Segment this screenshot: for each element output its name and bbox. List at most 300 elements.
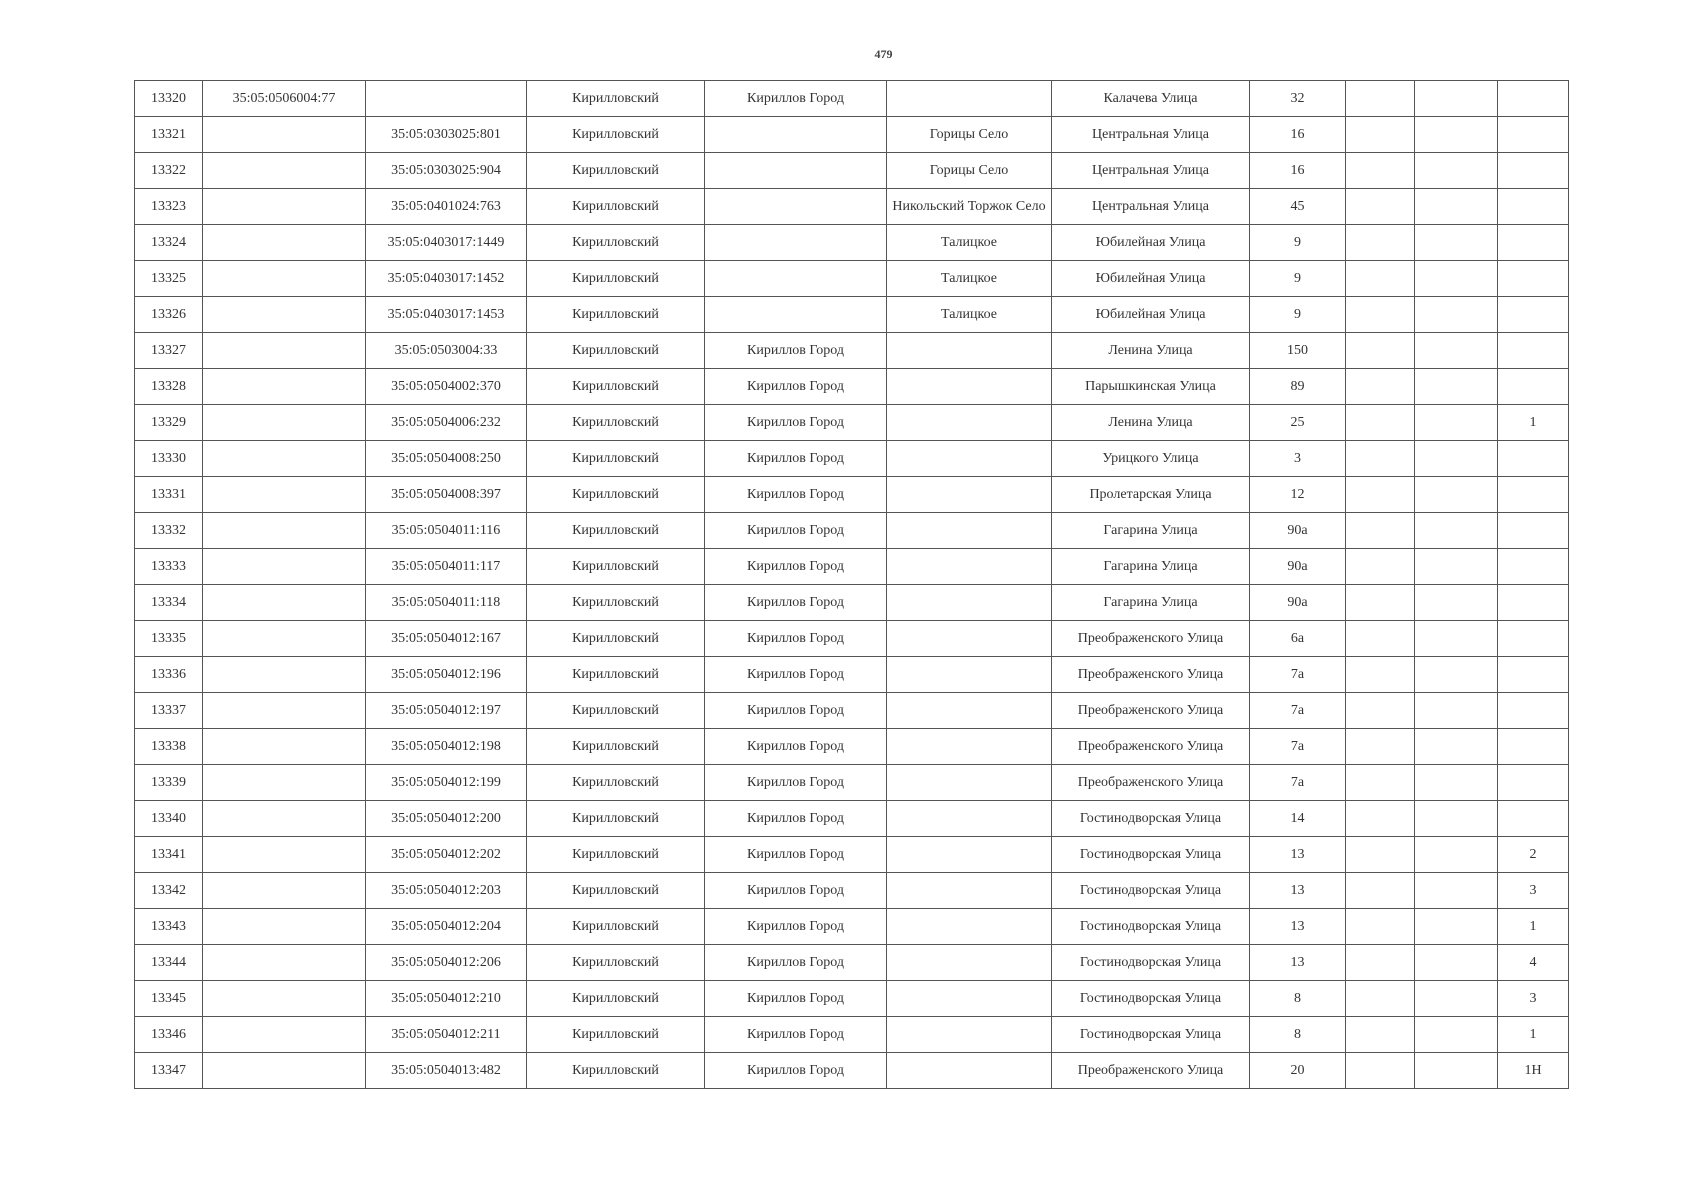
structure-cell (1415, 585, 1498, 621)
building-cell (1346, 1017, 1415, 1053)
structure-cell (1415, 441, 1498, 477)
apartment-cell: 3 (1498, 981, 1569, 1017)
district-cell: Кирилловский (527, 549, 705, 585)
building-cell (1346, 801, 1415, 837)
cadastral-number-a-cell (203, 477, 366, 513)
cadastral-number-a-cell (203, 225, 366, 261)
record-number-cell: 13327 (135, 333, 203, 369)
structure-cell (1415, 225, 1498, 261)
district-cell: Кирилловский (527, 621, 705, 657)
building-cell (1346, 1053, 1415, 1089)
structure-cell (1415, 477, 1498, 513)
street-cell: Преображенского Улица (1052, 693, 1250, 729)
apartment-cell (1498, 117, 1569, 153)
cadastral-number-a-cell (203, 261, 366, 297)
table-row (135, 801, 1569, 837)
cadastral-number-a-cell (203, 333, 366, 369)
structure-cell (1415, 549, 1498, 585)
city-cell: Кириллов Город (705, 765, 887, 801)
structure-cell (1415, 1053, 1498, 1089)
cadastral-number-a-cell (203, 513, 366, 549)
cadastral-number-a-cell: 35:05:0506004:77 (203, 81, 366, 117)
cadastral-number-a-cell (203, 189, 366, 225)
street-cell: Ленина Улица (1052, 405, 1250, 441)
apartment-cell: 4 (1498, 945, 1569, 981)
record-number-cell: 13337 (135, 693, 203, 729)
street-cell: Преображенского Улица (1052, 765, 1250, 801)
cadastral-number-a-cell (203, 765, 366, 801)
street-cell: Ленина Улица (1052, 333, 1250, 369)
table-row (135, 297, 1569, 333)
table-row (135, 873, 1569, 909)
record-number-cell: 13344 (135, 945, 203, 981)
record-number-cell: 13346 (135, 1017, 203, 1053)
district-cell: Кирилловский (527, 837, 705, 873)
cadastral-number-b-cell: 35:05:0403017:1452 (366, 261, 527, 297)
apartment-cell (1498, 621, 1569, 657)
city-cell: Кириллов Город (705, 513, 887, 549)
district-cell: Кирилловский (527, 513, 705, 549)
apartment-cell (1498, 585, 1569, 621)
building-cell (1346, 513, 1415, 549)
city-cell: Кириллов Город (705, 693, 887, 729)
settlement-cell (887, 441, 1052, 477)
house-number-cell: 20 (1250, 1053, 1346, 1089)
cadastral-number-a-cell (203, 981, 366, 1017)
district-cell: Кирилловский (527, 585, 705, 621)
cadastral-number-b-cell: 35:05:0504012:196 (366, 657, 527, 693)
apartment-cell (1498, 729, 1569, 765)
city-cell: Кириллов Город (705, 1053, 887, 1089)
district-cell: Кирилловский (527, 873, 705, 909)
cadastral-number-a-cell (203, 837, 366, 873)
cadastral-number-b-cell: 35:05:0504012:197 (366, 693, 527, 729)
house-number-cell: 150 (1250, 333, 1346, 369)
settlement-cell (887, 945, 1052, 981)
cadastral-number-b-cell: 35:05:0504012:202 (366, 837, 527, 873)
structure-cell (1415, 81, 1498, 117)
structure-cell (1415, 333, 1498, 369)
cadastral-number-b-cell: 35:05:0504011:117 (366, 549, 527, 585)
house-number-cell: 13 (1250, 873, 1346, 909)
cadastral-number-b-cell: 35:05:0504008:397 (366, 477, 527, 513)
district-cell: Кирилловский (527, 117, 705, 153)
house-number-cell: 9 (1250, 261, 1346, 297)
apartment-cell (1498, 261, 1569, 297)
street-cell: Юбилейная Улица (1052, 225, 1250, 261)
table-row (135, 333, 1569, 369)
settlement-cell (887, 765, 1052, 801)
street-cell: Гостинодворская Улица (1052, 981, 1250, 1017)
street-cell: Гостинодворская Улица (1052, 873, 1250, 909)
apartment-cell (1498, 765, 1569, 801)
city-cell (705, 261, 887, 297)
street-cell: Гостинодворская Улица (1052, 837, 1250, 873)
city-cell: Кириллов Город (705, 909, 887, 945)
table-row (135, 549, 1569, 585)
district-cell: Кирилловский (527, 1053, 705, 1089)
structure-cell (1415, 621, 1498, 657)
structure-cell (1415, 729, 1498, 765)
apartment-cell (1498, 153, 1569, 189)
house-number-cell: 89 (1250, 369, 1346, 405)
apartment-cell (1498, 477, 1569, 513)
apartment-cell (1498, 801, 1569, 837)
house-number-cell: 7а (1250, 693, 1346, 729)
record-number-cell: 13321 (135, 117, 203, 153)
city-cell: Кириллов Город (705, 873, 887, 909)
building-cell (1346, 153, 1415, 189)
district-cell: Кирилловский (527, 945, 705, 981)
building-cell (1346, 837, 1415, 873)
table-row (135, 225, 1569, 261)
building-cell (1346, 765, 1415, 801)
apartment-cell (1498, 225, 1569, 261)
district-cell: Кирилловский (527, 729, 705, 765)
record-number-cell: 13347 (135, 1053, 203, 1089)
street-cell: Гагарина Улица (1052, 585, 1250, 621)
cadastral-number-b-cell: 35:05:0403017:1453 (366, 297, 527, 333)
settlement-cell (887, 657, 1052, 693)
apartment-cell (1498, 441, 1569, 477)
apartment-cell (1498, 297, 1569, 333)
cadastral-number-a-cell (203, 693, 366, 729)
apartment-cell: 3 (1498, 873, 1569, 909)
building-cell (1346, 945, 1415, 981)
apartment-cell: 1 (1498, 909, 1569, 945)
cadastral-number-a-cell (203, 729, 366, 765)
settlement-cell (887, 621, 1052, 657)
house-number-cell: 13 (1250, 837, 1346, 873)
cadastral-number-b-cell: 35:05:0401024:763 (366, 189, 527, 225)
record-number-cell: 13335 (135, 621, 203, 657)
apartment-cell (1498, 513, 1569, 549)
table-row (135, 441, 1569, 477)
building-cell (1346, 873, 1415, 909)
street-cell: Калачева Улица (1052, 81, 1250, 117)
cadastral-number-a-cell (203, 117, 366, 153)
cadastral-number-a-cell (203, 297, 366, 333)
building-cell (1346, 81, 1415, 117)
record-number-cell: 13320 (135, 81, 203, 117)
cadastral-number-b-cell: 35:05:0504012:199 (366, 765, 527, 801)
cadastral-number-a-cell (203, 873, 366, 909)
building-cell (1346, 441, 1415, 477)
district-cell: Кирилловский (527, 909, 705, 945)
settlement-cell: Горицы Село (887, 153, 1052, 189)
cadastral-number-a-cell (203, 1053, 366, 1089)
city-cell: Кириллов Город (705, 621, 887, 657)
settlement-cell (887, 873, 1052, 909)
house-number-cell: 90а (1250, 513, 1346, 549)
district-cell: Кирилловский (527, 441, 705, 477)
house-number-cell: 32 (1250, 81, 1346, 117)
cadastral-number-a-cell (203, 621, 366, 657)
structure-cell (1415, 369, 1498, 405)
table-row (135, 909, 1569, 945)
settlement-cell (887, 801, 1052, 837)
settlement-cell (887, 369, 1052, 405)
structure-cell (1415, 153, 1498, 189)
street-cell: Центральная Улица (1052, 189, 1250, 225)
table-row (135, 153, 1569, 189)
structure-cell (1415, 657, 1498, 693)
building-cell (1346, 405, 1415, 441)
building-cell (1346, 909, 1415, 945)
table-row (135, 693, 1569, 729)
structure-cell (1415, 801, 1498, 837)
apartment-cell (1498, 549, 1569, 585)
cadastral-number-b-cell: 35:05:0504012:198 (366, 729, 527, 765)
settlement-cell (887, 1017, 1052, 1053)
structure-cell (1415, 117, 1498, 153)
street-cell: Урицкого Улица (1052, 441, 1250, 477)
structure-cell (1415, 909, 1498, 945)
district-cell: Кирилловский (527, 81, 705, 117)
record-number-cell: 13331 (135, 477, 203, 513)
street-cell: Гагарина Улица (1052, 513, 1250, 549)
settlement-cell (887, 333, 1052, 369)
cadastral-number-b-cell: 35:05:0504002:370 (366, 369, 527, 405)
apartment-cell (1498, 657, 1569, 693)
cadastral-number-a-cell (203, 405, 366, 441)
structure-cell (1415, 981, 1498, 1017)
street-cell: Центральная Улица (1052, 153, 1250, 189)
apartment-cell: 1 (1498, 1017, 1569, 1053)
table-row (135, 513, 1569, 549)
building-cell (1346, 585, 1415, 621)
record-number-cell: 13336 (135, 657, 203, 693)
record-number-cell: 13324 (135, 225, 203, 261)
settlement-cell (887, 513, 1052, 549)
city-cell: Кириллов Город (705, 657, 887, 693)
cadastral-number-b-cell (366, 81, 527, 117)
apartment-cell (1498, 81, 1569, 117)
settlement-cell (887, 549, 1052, 585)
cadastral-number-b-cell: 35:05:0504012:211 (366, 1017, 527, 1053)
street-cell: Гостинодворская Улица (1052, 801, 1250, 837)
record-number-cell: 13338 (135, 729, 203, 765)
structure-cell (1415, 1017, 1498, 1053)
house-number-cell: 13 (1250, 945, 1346, 981)
cadastral-number-a-cell (203, 369, 366, 405)
street-cell: Гостинодворская Улица (1052, 945, 1250, 981)
street-cell: Центральная Улица (1052, 117, 1250, 153)
cadastral-number-b-cell: 35:05:0504012:203 (366, 873, 527, 909)
structure-cell (1415, 261, 1498, 297)
cadastral-number-b-cell: 35:05:0504006:232 (366, 405, 527, 441)
house-number-cell: 25 (1250, 405, 1346, 441)
street-cell: Гагарина Улица (1052, 549, 1250, 585)
district-cell: Кирилловский (527, 801, 705, 837)
record-number-cell: 13330 (135, 441, 203, 477)
structure-cell (1415, 693, 1498, 729)
street-cell: Преображенского Улица (1052, 621, 1250, 657)
cadastral-number-a-cell (203, 801, 366, 837)
building-cell (1346, 333, 1415, 369)
district-cell: Кирилловский (527, 477, 705, 513)
cadastral-number-a-cell (203, 1017, 366, 1053)
building-cell (1346, 369, 1415, 405)
house-number-cell: 45 (1250, 189, 1346, 225)
cadastral-number-a-cell (203, 153, 366, 189)
street-cell: Пролетарская Улица (1052, 477, 1250, 513)
table-row (135, 117, 1569, 153)
district-cell: Кирилловский (527, 657, 705, 693)
cadastral-number-a-cell (203, 441, 366, 477)
city-cell (705, 225, 887, 261)
building-cell (1346, 117, 1415, 153)
city-cell (705, 117, 887, 153)
house-number-cell: 16 (1250, 153, 1346, 189)
cadastral-number-b-cell: 35:05:0503004:33 (366, 333, 527, 369)
building-cell (1346, 477, 1415, 513)
cadastral-number-b-cell: 35:05:0504012:167 (366, 621, 527, 657)
city-cell: Кириллов Город (705, 477, 887, 513)
city-cell (705, 297, 887, 333)
record-number-cell: 13325 (135, 261, 203, 297)
city-cell: Кириллов Город (705, 333, 887, 369)
record-number-cell: 13334 (135, 585, 203, 621)
table-row (135, 81, 1569, 117)
apartment-cell: 2 (1498, 837, 1569, 873)
district-cell: Кирилловский (527, 369, 705, 405)
settlement-cell (887, 1053, 1052, 1089)
building-cell (1346, 225, 1415, 261)
settlement-cell: Талицкое (887, 297, 1052, 333)
structure-cell (1415, 873, 1498, 909)
street-cell: Юбилейная Улица (1052, 297, 1250, 333)
settlement-cell (887, 405, 1052, 441)
district-cell: Кирилловский (527, 1017, 705, 1053)
city-cell: Кириллов Город (705, 369, 887, 405)
house-number-cell: 9 (1250, 225, 1346, 261)
city-cell: Кириллов Город (705, 729, 887, 765)
table-row (135, 1053, 1569, 1089)
table-row (135, 405, 1569, 441)
city-cell: Кириллов Город (705, 585, 887, 621)
cadastral-number-b-cell: 35:05:0504013:482 (366, 1053, 527, 1089)
record-number-cell: 13328 (135, 369, 203, 405)
cadastral-number-b-cell: 35:05:0403017:1449 (366, 225, 527, 261)
page-number: 479 (874, 47, 893, 61)
district-cell: Кирилловский (527, 981, 705, 1017)
house-number-cell: 9 (1250, 297, 1346, 333)
record-number-cell: 13340 (135, 801, 203, 837)
settlement-cell: Талицкое (887, 261, 1052, 297)
settlement-cell (887, 693, 1052, 729)
table-row (135, 189, 1569, 225)
settlement-cell (887, 477, 1052, 513)
building-cell (1346, 549, 1415, 585)
structure-cell (1415, 297, 1498, 333)
table-row (135, 837, 1569, 873)
city-cell: Кириллов Город (705, 405, 887, 441)
district-cell: Кирилловский (527, 333, 705, 369)
registry-table-body (135, 81, 1569, 1089)
building-cell (1346, 297, 1415, 333)
city-cell: Кириллов Город (705, 81, 887, 117)
building-cell (1346, 981, 1415, 1017)
city-cell: Кириллов Город (705, 837, 887, 873)
cadastral-number-b-cell: 35:05:0504011:118 (366, 585, 527, 621)
cadastral-number-b-cell: 35:05:0504012:210 (366, 981, 527, 1017)
house-number-cell: 14 (1250, 801, 1346, 837)
table-row (135, 729, 1569, 765)
settlement-cell: Горицы Село (887, 117, 1052, 153)
table-row (135, 621, 1569, 657)
record-number-cell: 13341 (135, 837, 203, 873)
record-number-cell: 13329 (135, 405, 203, 441)
table-row (135, 585, 1569, 621)
table-row (135, 981, 1569, 1017)
apartment-cell (1498, 693, 1569, 729)
house-number-cell: 8 (1250, 1017, 1346, 1053)
house-number-cell: 12 (1250, 477, 1346, 513)
street-cell: Преображенского Улица (1052, 1053, 1250, 1089)
house-number-cell: 8 (1250, 981, 1346, 1017)
settlement-cell (887, 837, 1052, 873)
city-cell (705, 189, 887, 225)
district-cell: Кирилловский (527, 225, 705, 261)
table-row (135, 369, 1569, 405)
structure-cell (1415, 945, 1498, 981)
settlement-cell (887, 729, 1052, 765)
building-cell (1346, 693, 1415, 729)
cadastral-number-b-cell: 35:05:0504012:204 (366, 909, 527, 945)
house-number-cell: 7а (1250, 657, 1346, 693)
cadastral-number-a-cell (203, 657, 366, 693)
house-number-cell: 90а (1250, 549, 1346, 585)
cadastral-number-b-cell: 35:05:0303025:801 (366, 117, 527, 153)
district-cell: Кирилловский (527, 765, 705, 801)
city-cell: Кириллов Город (705, 1017, 887, 1053)
house-number-cell: 6а (1250, 621, 1346, 657)
record-number-cell: 13323 (135, 189, 203, 225)
house-number-cell: 7а (1250, 765, 1346, 801)
structure-cell (1415, 189, 1498, 225)
record-number-cell: 13343 (135, 909, 203, 945)
district-cell: Кирилловский (527, 189, 705, 225)
street-cell: Преображенского Улица (1052, 729, 1250, 765)
building-cell (1346, 189, 1415, 225)
building-cell (1346, 621, 1415, 657)
city-cell: Кириллов Город (705, 945, 887, 981)
city-cell: Кириллов Город (705, 441, 887, 477)
cadastral-number-b-cell: 35:05:0504012:200 (366, 801, 527, 837)
record-number-cell: 13345 (135, 981, 203, 1017)
house-number-cell: 90а (1250, 585, 1346, 621)
district-cell: Кирилловский (527, 297, 705, 333)
table-row (135, 1017, 1569, 1053)
table-row (135, 261, 1569, 297)
cadastral-number-a-cell (203, 909, 366, 945)
record-number-cell: 13342 (135, 873, 203, 909)
record-number-cell: 13339 (135, 765, 203, 801)
building-cell (1346, 261, 1415, 297)
city-cell: Кириллов Город (705, 549, 887, 585)
city-cell: Кириллов Город (705, 981, 887, 1017)
district-cell: Кирилловский (527, 693, 705, 729)
cadastral-number-a-cell (203, 945, 366, 981)
cadastral-number-a-cell (203, 549, 366, 585)
table-row (135, 477, 1569, 513)
structure-cell (1415, 513, 1498, 549)
apartment-cell: 1Н (1498, 1053, 1569, 1089)
structure-cell (1415, 765, 1498, 801)
settlement-cell (887, 585, 1052, 621)
settlement-cell: Талицкое (887, 225, 1052, 261)
